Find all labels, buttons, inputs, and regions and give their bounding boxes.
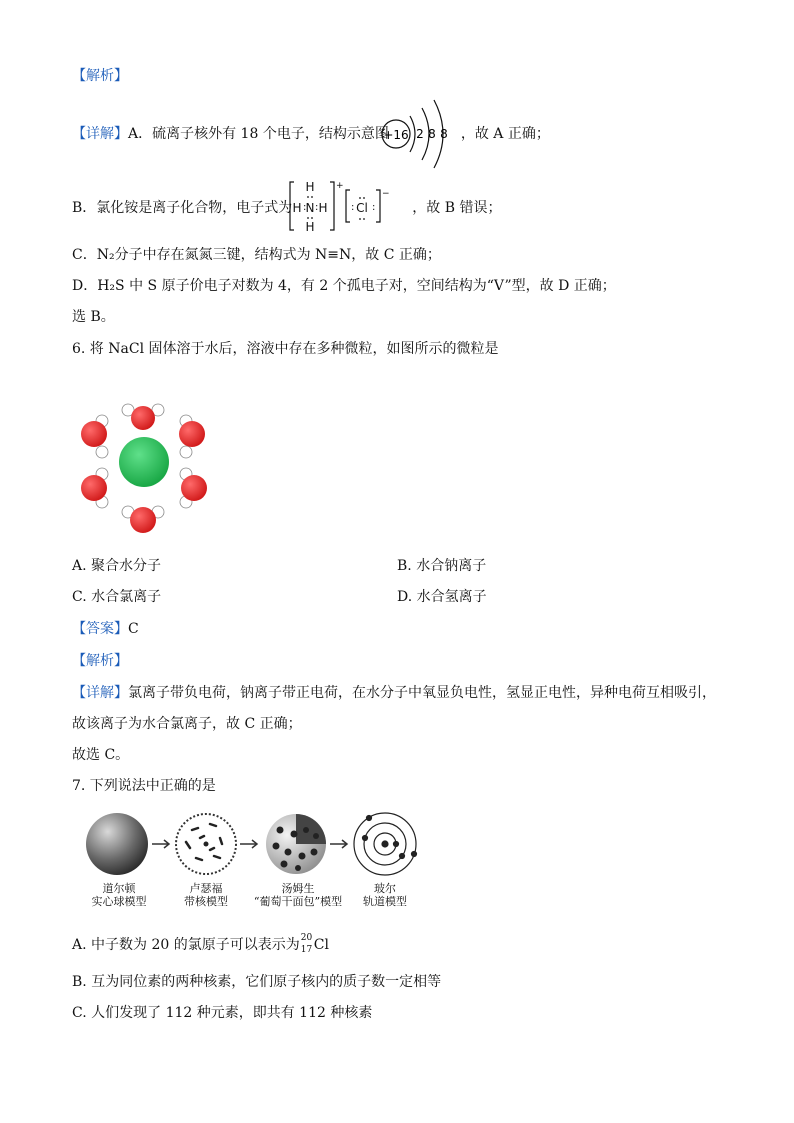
sulfur-ion-diagram	[380, 96, 456, 172]
analysis-heading-2: 【解析】	[72, 653, 128, 669]
question-7-stem: 7. 下列说法中正确的是	[72, 778, 216, 794]
caption-name: 道尔顿	[102, 882, 136, 895]
q7-option-a	[72, 935, 329, 955]
nuclide-notation	[300, 935, 314, 955]
q6-option-b: B. 水合钠离子	[397, 558, 487, 574]
thomson-model	[266, 814, 326, 874]
answer-tag: 【答案】	[72, 621, 128, 637]
q6-option-a: A. 聚合水分子	[72, 558, 162, 574]
chloride-ion	[119, 437, 169, 487]
q7-option-c: C. 人们发现了 112 种元素，即共有 112 种核素	[72, 1005, 373, 1021]
atomic-models-figure	[84, 808, 424, 882]
caption-model: 轨道模型	[363, 895, 407, 908]
choose-line: 选 B。	[72, 309, 115, 325]
svg-text::: :	[372, 202, 376, 213]
oxygen-atom	[81, 475, 107, 501]
q7-option-a-text: A. 中子数为 20 的氯原子可以表示为	[72, 937, 300, 953]
line-a-conclusion: ，故 A 正确；	[460, 126, 550, 142]
svg-text:+: +	[336, 181, 344, 191]
svg-text::: :	[303, 202, 307, 213]
oxygen-atom	[179, 421, 205, 447]
q6-detail-text: 氯离子带负电荷，钠离子带正电荷，在水分子中氧显负电性，氢显正电性，异种电荷互相吸引，	[128, 685, 716, 701]
dalton-model	[86, 813, 148, 875]
analysis-heading: 【解析】	[72, 68, 128, 84]
oxygen-atom	[131, 406, 155, 430]
caption-thomson	[248, 882, 348, 908]
shell-2-count: 8	[428, 127, 436, 141]
arrow-icon	[240, 840, 257, 848]
q6-option-c: C. 水合氯离子	[72, 589, 162, 605]
rutherford-model	[176, 814, 236, 874]
caption-bohr	[352, 882, 418, 908]
oxygen-atom	[81, 421, 107, 447]
hydrogen-atom	[180, 446, 192, 458]
q6-detail-line-2: 故该离子为水合氯离子，故 C 正确；	[72, 716, 302, 732]
line-b-text: B．氯化铵是离子化合物，电子式为	[72, 200, 293, 216]
detail-tag: 【详解】	[72, 126, 128, 142]
detail-line-d: D．H₂S 中 S 原子价电子对数为 4，有 2 个孤电子对，空间结构为“V”型，故 D 正确；	[72, 278, 616, 294]
answer-line	[72, 619, 139, 639]
q6-option-d: D. 水合氢离子	[397, 589, 487, 605]
svg-text:H: H	[305, 220, 315, 234]
caption-model: 实心球模型	[91, 895, 147, 908]
svg-text::: :	[351, 202, 355, 213]
ammonium-chloride-electron-formula	[288, 178, 400, 234]
shell-1-count: 2	[416, 127, 424, 141]
caption-name: 玻尔	[374, 882, 396, 895]
question-6-stem: 6. 将 NaCl 固体溶于水后，溶液中存在多种微粒，如图所示的微粒是	[72, 341, 499, 357]
answer-value: C	[128, 621, 139, 637]
caption-rutherford	[173, 882, 239, 908]
hydrogen-atom	[96, 446, 108, 458]
bohr-model	[354, 813, 417, 875]
q6-detail-line-1	[72, 683, 716, 703]
sulfur-nucleus-charge: +16	[383, 128, 409, 142]
caption-dalton	[86, 882, 152, 908]
svg-text:H: H	[292, 201, 302, 215]
detail-line-a	[72, 124, 550, 144]
caption-model: 带核模型	[184, 895, 228, 908]
arrow-icon	[152, 840, 169, 848]
arrow-icon	[330, 840, 347, 848]
hydrated-ion-figure	[72, 388, 220, 540]
svg-text::: :	[315, 202, 319, 213]
detail-tag: 【详解】	[72, 685, 128, 701]
line-b-conclusion: ，故 B 错误；	[412, 200, 502, 216]
element-symbol: Cl	[313, 937, 329, 953]
caption-name: 汤姆生	[281, 882, 315, 895]
svg-text:−: −	[382, 189, 390, 199]
line-a-text: A．硫离子核外有 18 个电子，结构示意图	[128, 126, 389, 142]
svg-text:H: H	[305, 180, 315, 194]
q7-option-b: B. 互为同位素的两种核素，它们原子核内的质子数一定相等	[72, 974, 442, 990]
caption-model: “葡萄干面包”模型	[253, 895, 343, 908]
caption-name: 卢瑟福	[189, 882, 223, 895]
atomic-number: 17	[300, 945, 313, 955]
q6-choose-line: 故选 C。	[72, 747, 130, 763]
shell-3-count: 8	[440, 127, 448, 141]
svg-text:Cl: Cl	[356, 201, 368, 215]
detail-line-c: C．N₂分子中存在氮氮三键，结构式为 N≡N，故 C 正确；	[72, 247, 441, 263]
oxygen-atom	[181, 475, 207, 501]
svg-text:H: H	[318, 201, 328, 215]
svg-text:N: N	[305, 201, 315, 215]
detail-line-b	[72, 198, 502, 218]
oxygen-atom	[130, 507, 156, 533]
mass-number: 20	[300, 933, 313, 943]
